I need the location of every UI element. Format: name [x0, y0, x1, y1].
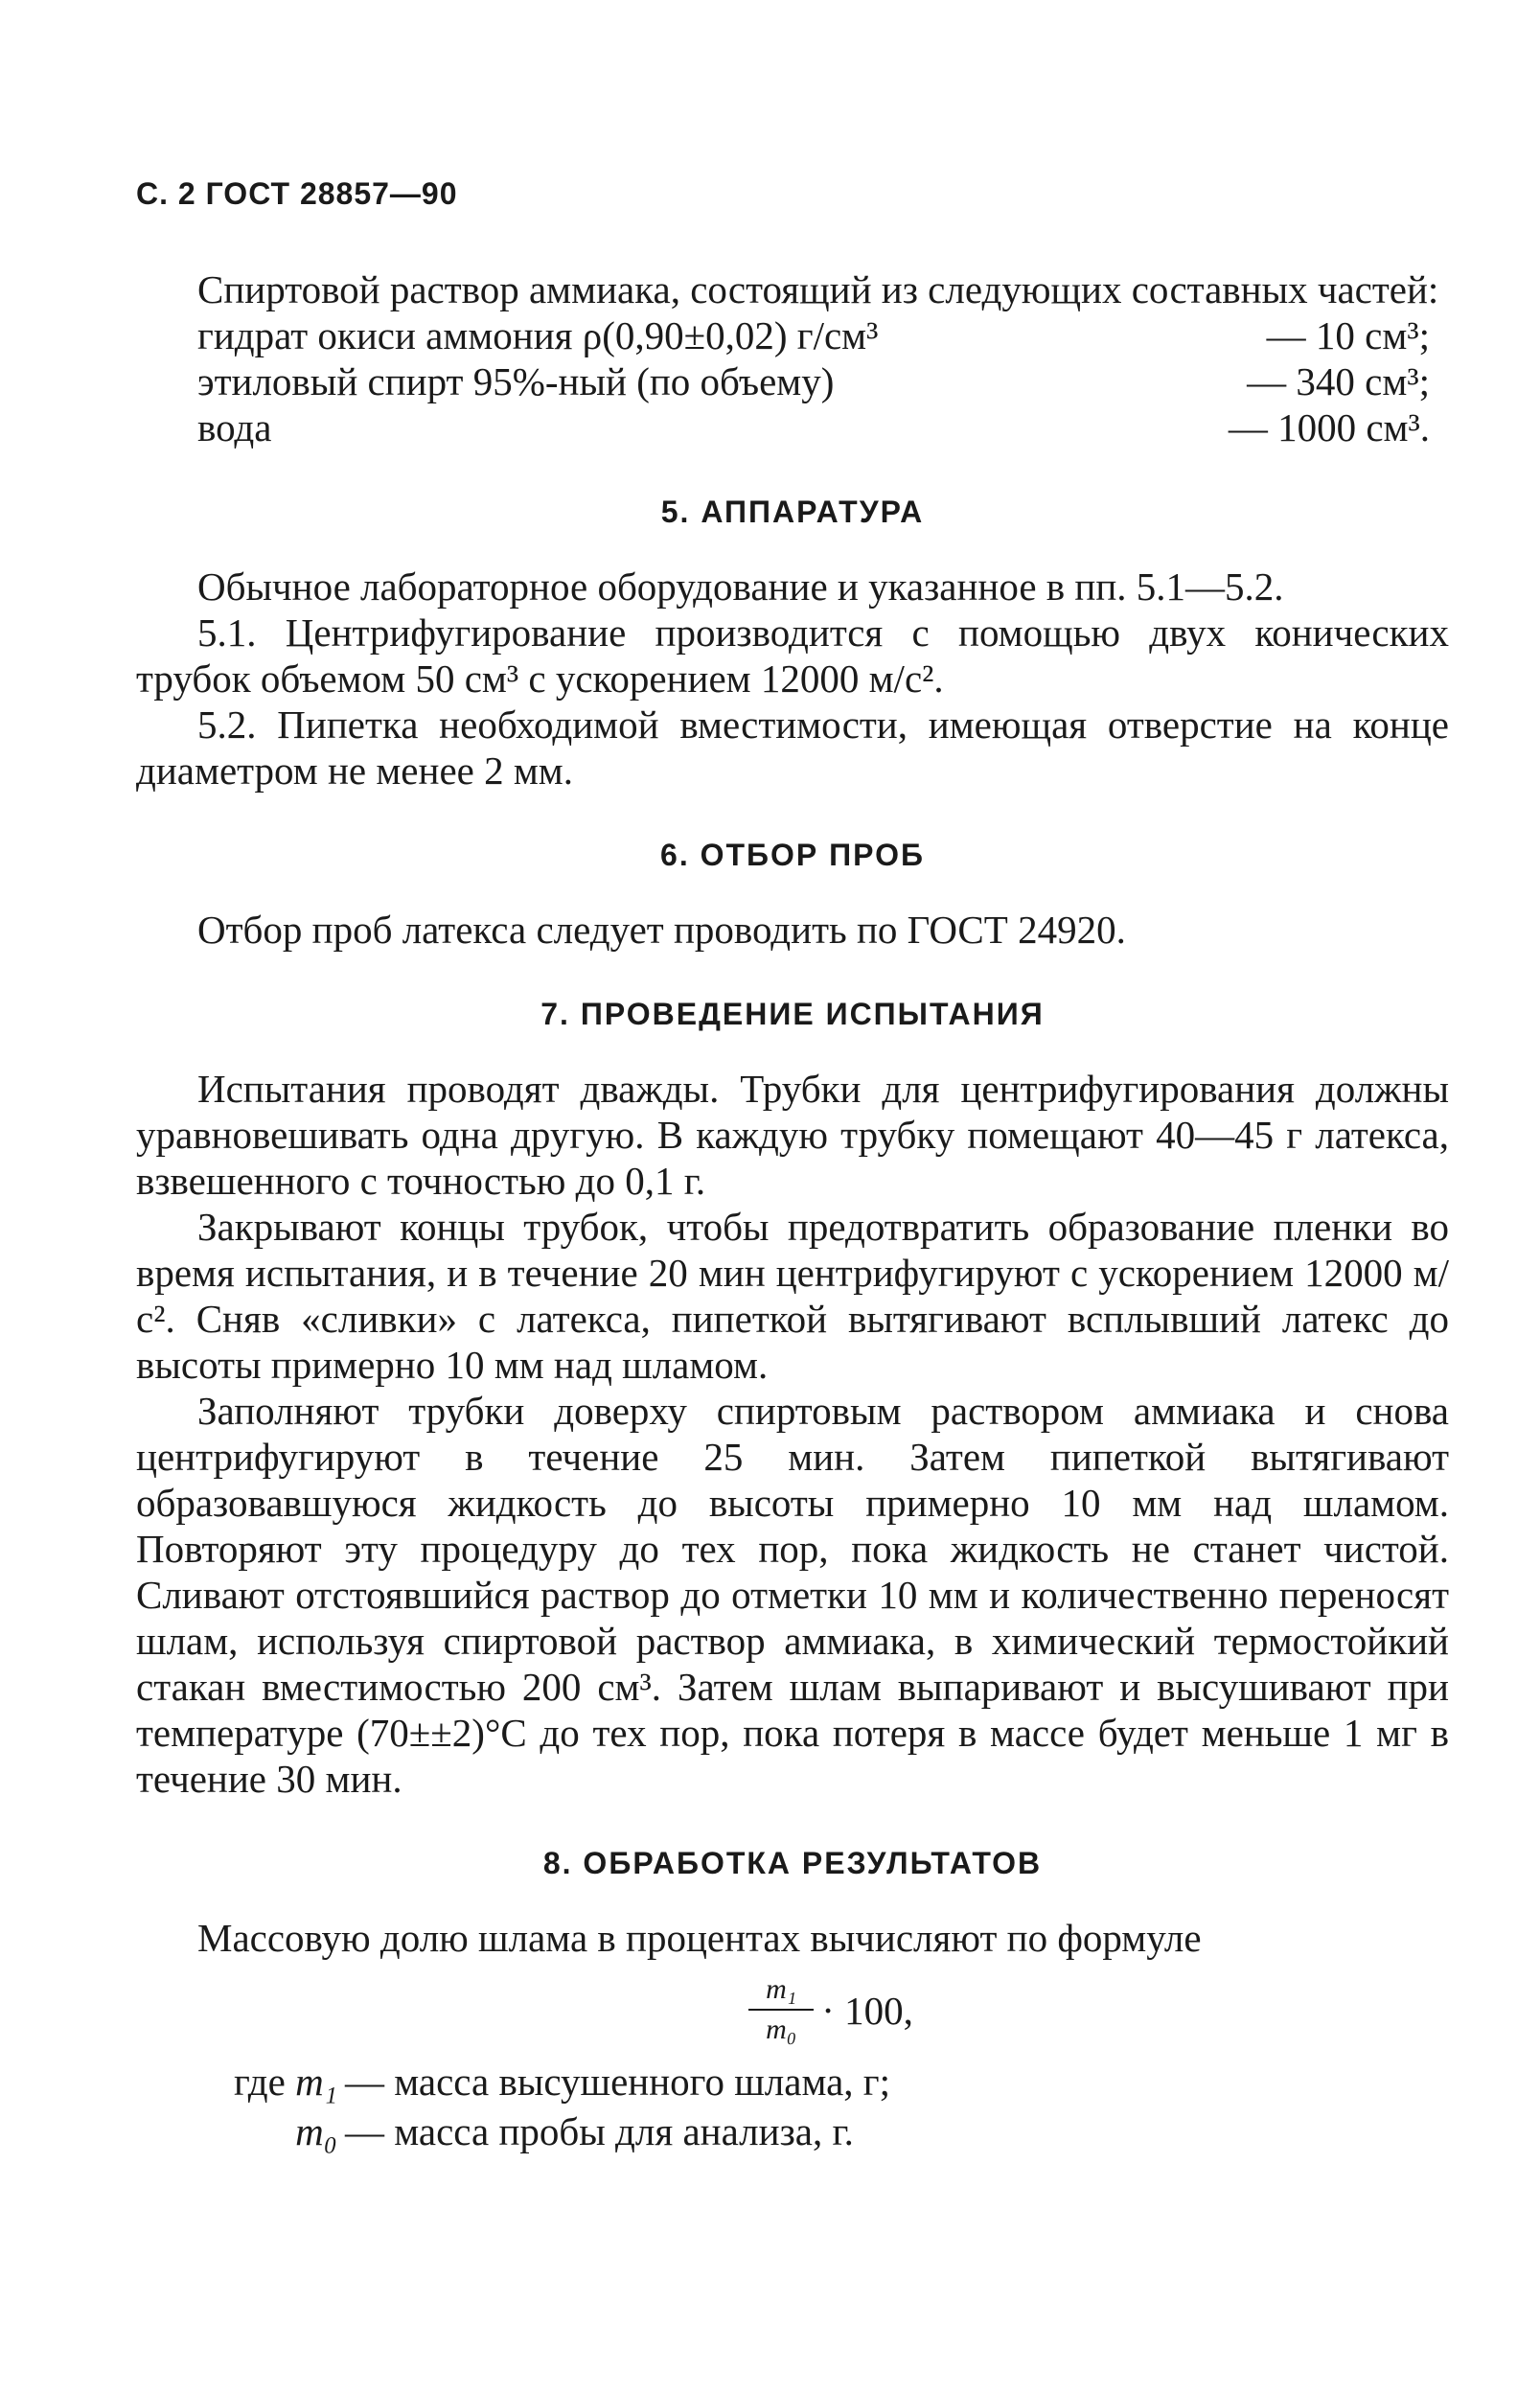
ingredient-amount: — 1000 см³.	[1228, 405, 1430, 449]
section-title-testing: 7. ПРОВЕДЕНИЕ ИСПЫТАНИЯ	[540, 997, 1045, 1031]
ingredient-amount: — 10 см³;	[1266, 313, 1430, 357]
definition-row	[136, 2108, 1449, 2154]
formula-denominator: m₀	[766, 2014, 797, 2045]
ingredient-row	[197, 312, 1449, 358]
ingredient-row	[197, 358, 1449, 404]
formula-fraction	[748, 1972, 814, 2049]
paragraph: Обычное лабораторное оборудование и указанное в пп. 5.1—5.2.	[197, 564, 1284, 609]
formula	[213, 1972, 1449, 2049]
definition-text: — масса высушенного шлама, г;	[345, 2060, 891, 2104]
paragraph: Закрывают концы трубок, чтобы предотвратить образование пленки во время испытания, и в течение 20 мин центрифугируют с ускорением 12000 м/с². Сняв «сливки» с латекса, пипеткой вытягивают всплывший латекс до высоты примерно 10 мм над шламом.	[136, 1205, 1449, 1387]
paragraph: Испытания проводят дважды. Трубки для центрифугирования должны уравновешивать одна другую. В каждую трубку помещают 40—45 г латекса, взвешенного с точностью до 0,1 г.	[136, 1067, 1449, 1203]
section-title-sampling: 6. ОТБОР ПРОБ	[660, 838, 925, 872]
definition-row	[136, 2059, 1449, 2105]
ingredient-name: гидрат окиси аммония ρ(0,90±0,02) г/см³	[197, 313, 879, 357]
definition-lead: где	[234, 2060, 286, 2104]
paragraph: Отбор проб латекса следует проводить по ГОСТ 24920.	[197, 908, 1126, 952]
section-title-results: 8. ОБРАБОТКА РЕЗУЛЬТАТОВ	[542, 1846, 1043, 1880]
page-header: С. 2 ГОСТ 28857—90	[136, 176, 458, 211]
ingredient-name: этиловый спирт 95%-ный (по объему)	[197, 359, 835, 403]
symbol-m0: m₀	[295, 2109, 337, 2153]
paragraph: Заполняют трубки доверху спиртовым раствором аммиака и снова центрифугируют в течение 25 мин. Затем пипеткой вытягивают образовавшуюся жидкость до высоты примерно 10 мм над шламом. Повторяют эту процедуру до тех пор, пока жидкость не станет чистой. Сливают отстоявшийся раствор до отметки 10 мм и количественно переносят шлам, используя спиртовой раствор аммиака, в химический термостойкий стакан вместимостью 200 см³. Затем шлам выпаривают и высушивают при температуре (70±±2)°С до тех пор, пока потеря в массе будет меньше 1 мг в течение 30 мин.	[136, 1389, 1449, 1801]
formula-numerator: m₁	[748, 1972, 814, 2011]
definition-symbol	[136, 2108, 345, 2154]
document-body	[136, 266, 1449, 2154]
section-title-apparatus: 5. АППАРАТУРА	[660, 495, 925, 529]
ingredient-name: вода	[197, 405, 272, 449]
intro-paragraph: Спиртовой раствор аммиака, состоящий из следующих составных частей:	[197, 267, 1439, 311]
paragraph: 5.2. Пипетка необходимой вместимости, имеющая отверстие на конце диаметром не менее 2 мм.	[136, 702, 1449, 793]
definition-text: — масса пробы для анализа, г.	[345, 2109, 854, 2153]
paragraph: Массовую долю шлама в процентах вычисляют по формуле	[197, 1916, 1202, 1960]
definition-symbol	[136, 2059, 345, 2105]
ingredient-row	[197, 404, 1449, 450]
symbol-m1: m₁	[295, 2060, 337, 2104]
paragraph: 5.1. Центрифугирование производится с помощью двух конических трубок объемом 50 см³ с ускорением 12000 м/с².	[136, 610, 1449, 701]
ingredient-amount: — 340 см³;	[1247, 359, 1430, 403]
formula-multiplier: · 100,	[821, 1989, 913, 2033]
